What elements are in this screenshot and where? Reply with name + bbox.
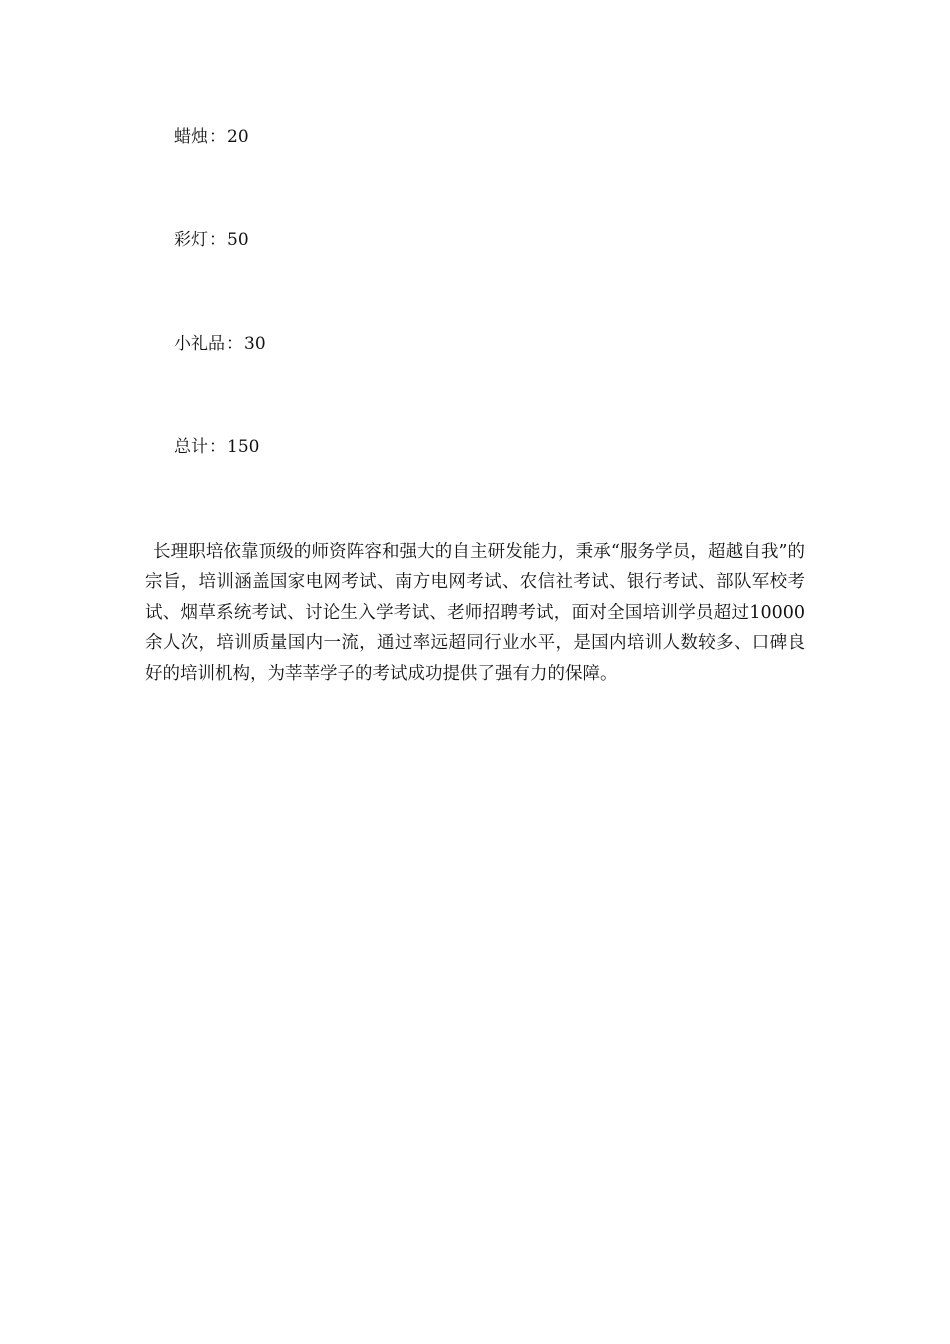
list-item-lights [174, 230, 249, 250]
list-item-total [174, 437, 259, 457]
item-label: 彩灯 [174, 230, 208, 250]
item-label: 小礼品 [174, 334, 225, 354]
item-separator: ： [209, 437, 226, 457]
body-paragraph: 长理职培依靠顶级的师资阵容和强大的自主研发能力，秉承“服务学员，超越自我”的宗旨，培训涵盖国家电网考试、南方电网考试、农信社考试、银行考试、部队军校考试、烟草系统考试、讨论生入学考试、老师招聘考试，面对全国培训学员超过10000余人次，培训质量国内一流，通过率远超同行业水平，是国内培训人数较多、口碑良好的培训机构，为莘莘学子的考试成功提供了强有力的保障。 [145, 542, 805, 684]
list-item-candles [174, 127, 249, 147]
list-item-gifts [174, 334, 266, 354]
item-separator: ： [209, 127, 226, 147]
item-label: 蜡烛 [174, 127, 208, 147]
item-value: 50 [227, 230, 249, 250]
item-separator: ： [209, 230, 226, 250]
item-label: 总计 [174, 437, 208, 457]
item-separator: ： [226, 334, 243, 354]
item-value: 150 [227, 437, 260, 457]
item-value: 30 [244, 334, 266, 354]
item-value: 20 [227, 127, 249, 147]
